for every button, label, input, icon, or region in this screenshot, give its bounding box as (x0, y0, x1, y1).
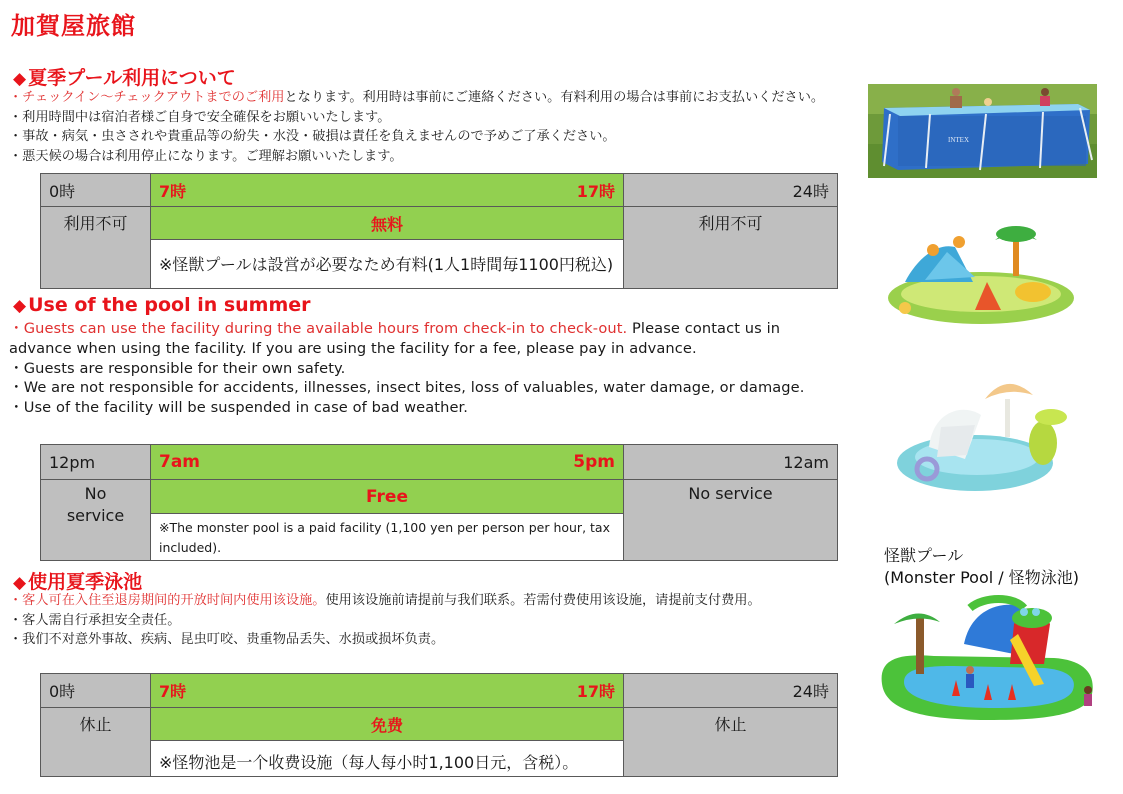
status-before: No service (41, 480, 151, 561)
open-hours (151, 174, 624, 207)
rule-line: ・事故・病気・虫さされや貴重品等の紛失・水没・破損は責任を負えませんので予めご了承ください。 (9, 129, 616, 145)
dinosaur-pool-image (885, 222, 1077, 324)
rules-ja (9, 88, 839, 166)
rule-line (9, 88, 839, 108)
status-after: 休止 (624, 708, 838, 777)
heading-text: 夏季プール利用について (28, 67, 236, 89)
open-hours (151, 445, 624, 480)
time-start: 12pm (41, 445, 151, 480)
open-hours (151, 674, 624, 708)
time-end: 12am (624, 445, 838, 480)
rule-line: ・We are not responsible for accidents, illnesses, insect bites, loss of valuables, water damage, or damage. (9, 379, 805, 397)
status-after: No service (624, 480, 838, 561)
monster-pool-image (874, 594, 1110, 724)
close-time: 17時 (576, 682, 615, 701)
heading-text: Use of the pool in summer (28, 294, 311, 316)
diamond-bullet-icon: ◆ (13, 573, 27, 593)
caption-line-ja: 怪獣プール (884, 546, 964, 565)
svg-text:INTEX: INTEX (948, 136, 969, 144)
rule-line (9, 591, 829, 611)
heading-text: 使用夏季泳池 (28, 571, 143, 593)
section-heading-en (13, 294, 311, 316)
fee-note: ※怪物池是一个收费设施（每人每小时1,100日元，含税）。 (151, 741, 624, 777)
status-before: 利用不可 (41, 207, 151, 289)
schedule-table-en (40, 444, 838, 561)
status-during: 免费 (151, 708, 624, 741)
status-after: 利用不可 (624, 207, 838, 289)
rule-line: ・我们不对意外事故、疾病、昆虫叮咬、贵重物品丢失、水损或损坏负责。 (9, 632, 445, 648)
rule-line: ・利用時間中は宿泊者様ご自身で安全確保をお願いいたします。 (9, 109, 391, 125)
rule-highlight: ・Guests can use the facility during the available hours from check-in to check-out. (9, 320, 628, 337)
caption-line-en-zh: (Monster Pool / 怪物泳池) (884, 568, 1080, 587)
fee-note: ※The monster pool is a paid facility (1,100 yen per person per hour, tax included). (151, 514, 624, 561)
open-time: 7時 (159, 181, 187, 201)
rule-line: ・悪天候の場合は利用停止になります。ご理解お願いいたします。 (9, 148, 403, 164)
fee-note: ※怪獣プールは設営が必要なため有料(1人1時間毎1100円税込) (151, 240, 624, 289)
section-heading-ja (13, 63, 236, 90)
rule-text: Please contact us in advance when using the facility. If you are using the facility for a fee, please pay in advance. (9, 320, 781, 357)
alligator-pool-image (893, 371, 1073, 491)
rule-text: 使用该设施前请提前与我们联系。若需付费使用该设施，请提前支付费用。 (325, 593, 761, 608)
section-heading-zh (13, 567, 142, 594)
rule-line: ・客人需自行承担安全责任。 (9, 612, 181, 628)
status-before: 休止 (41, 708, 151, 777)
rule-line: ・Use of the facility will be suspended in case of bad weather. (9, 399, 469, 417)
time-start: 0時 (41, 174, 151, 207)
close-time: 17時 (576, 181, 615, 201)
status-during: 無料 (151, 207, 624, 240)
close-time: 5pm (573, 452, 615, 472)
rule-line (9, 319, 839, 359)
diamond-bullet-icon: ◆ (13, 296, 27, 316)
monster-pool-caption (884, 545, 1079, 589)
time-start: 0時 (41, 674, 151, 708)
page-title: 加賀屋旅館 (11, 12, 136, 40)
rule-highlight: ・チェックイン～チェックアウトまでのご利用 (9, 90, 285, 105)
rule-text: となります。利用時は事前にご連絡ください。有料利用の場合は事前にお支払いください。 (284, 90, 825, 105)
time-end: 24時 (624, 674, 838, 708)
rules-zh (9, 591, 829, 650)
time-end: 24時 (624, 174, 838, 207)
frame-pool-image (868, 84, 1097, 178)
open-time: 7時 (159, 682, 187, 701)
status-during: Free (151, 480, 624, 514)
diamond-bullet-icon: ◆ (13, 69, 27, 89)
schedule-table-zh (40, 673, 838, 777)
schedule-table-ja (40, 173, 838, 289)
rule-highlight: ・客人可在入住至退房期间的开放时间内使用该设施。 (9, 593, 326, 608)
rule-line: ・Guests are responsible for their own safety. (9, 359, 346, 377)
open-time: 7am (159, 452, 201, 472)
rules-en (9, 319, 839, 418)
